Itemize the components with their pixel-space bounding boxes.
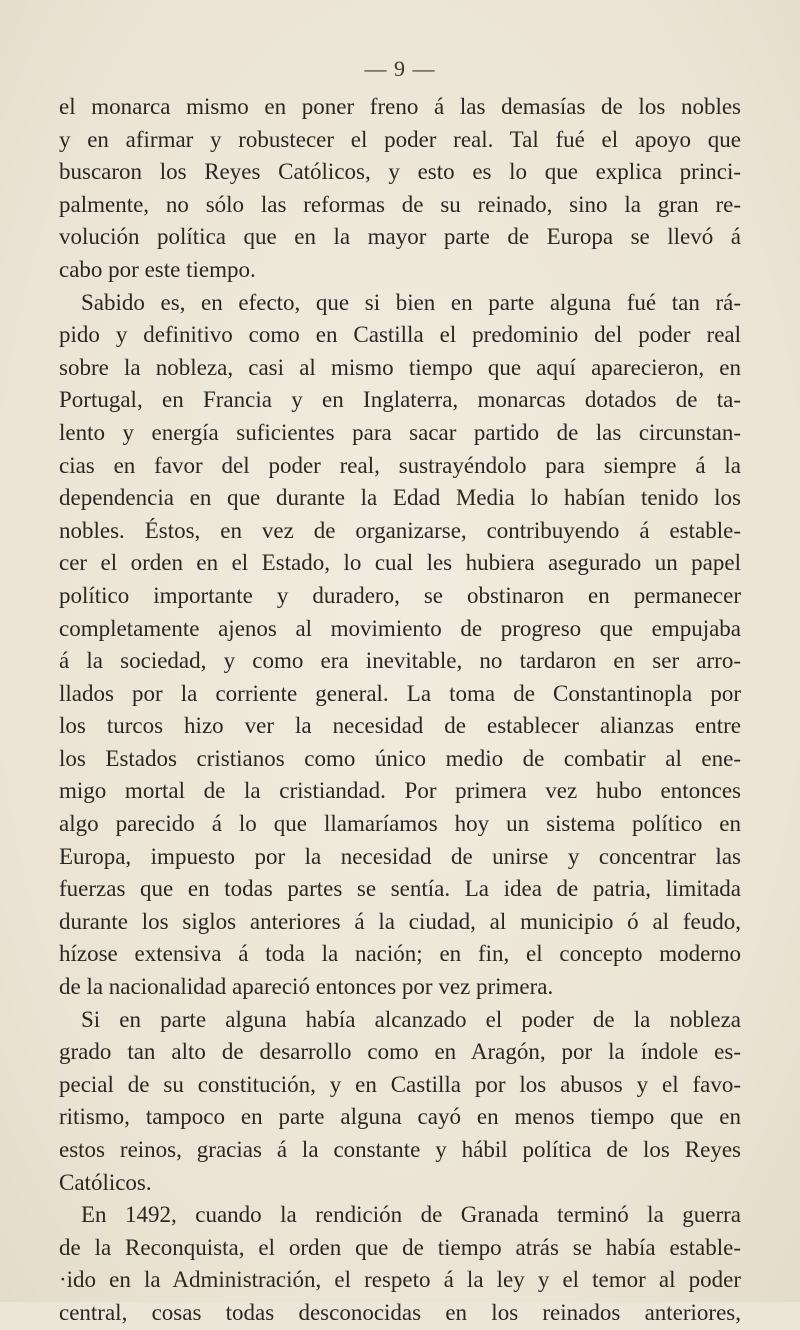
text-line: palmente, no sólo las reformas de su reinado, sino la gran re- [59, 191, 741, 217]
text-line: pecial de su constitución, y en Castilla por los abusos y el favo- [59, 1071, 741, 1097]
text-line: el monarca mismo en poner freno á las demasías de los nobles [59, 94, 741, 119]
text-line: cias en favor del poder real, sustrayéndolo para siempre á la [59, 452, 741, 478]
text-line: Si en parte alguna había alcanzado el poder de la nobleza [81, 1006, 741, 1032]
text-line: durante los siglos anteriores á la ciudad, al municipio ó al feudo, [59, 908, 741, 934]
body-text [59, 91, 741, 1330]
text-line: político importante y duradero, se obstinaron en permanecer [59, 582, 741, 608]
text-line: estos reinos, gracias á la constante y hábil política de los Reyes [59, 1137, 741, 1162]
text-line: á la sociedad, y como era inevitable, no tardaron en ser arro- [59, 648, 741, 674]
text-line: fuerzas que en todas partes se sentía. La idea de patria, limitada [59, 876, 741, 902]
text-line: Europa, impuesto por la necesidad de unirse y concentrar las [59, 843, 741, 869]
text-line: central, cosas todas desconocidas en los reinados anteriores, [59, 1299, 741, 1325]
text-line: dependencia en que durante la Edad Media lo habían tenido los [59, 485, 741, 511]
text-line: Católicos. [59, 1169, 152, 1195]
text-line: pido y definitivo como en Castilla el predominio del poder real [59, 322, 741, 348]
text-line: nobles. Éstos, en vez de organizarse, contribuyendo á estable- [59, 517, 741, 543]
text-line: los turcos hizo ver la necesidad de establecer alianzas entre [59, 713, 741, 739]
text-line: cer el orden en el Estado, lo cual les hubiera asegurado un papel [59, 550, 741, 576]
text-line: cabo por este tiempo. [59, 256, 256, 282]
text-line: los Estados cristianos como único medio de combatir al ene- [59, 745, 741, 771]
text-line: llados por la corriente general. La toma de Constantinopla por [59, 680, 741, 706]
text-line: y en afirmar y robustecer el poder real. Tal fué el apoyo que [59, 126, 741, 152]
text-line: buscaron los Reyes Católicos, y esto es lo que explica princi- [59, 159, 741, 185]
text-line: ritismo, tampoco en parte alguna cayó en menos tiempo que en [59, 1104, 741, 1130]
text-line: completamente ajenos al movimiento de progreso que empujaba [59, 615, 741, 641]
text-line: de la nacionalidad apareció entonces por vez primera. [59, 974, 554, 1000]
text-line: ·ido en la Administración, el respeto á la ley y el temor al poder [59, 1267, 741, 1293]
text-line: migo mortal de la cristiandad. Por primera vez hubo entonces [59, 778, 741, 804]
text-line: grado tan alto de desarrollo como en Aragón, por la índole es- [59, 1039, 741, 1065]
page-number: — 9 — [364, 56, 436, 81]
text-line: volución política que en la mayor parte de Europa se llevó á [59, 224, 741, 250]
text-line: lento y energía suficientes para sacar partido de las circunstan- [59, 419, 741, 445]
text-line: sobre la nobleza, casi al mismo tiempo que aquí aparecieron, en [59, 354, 741, 380]
text-line: de la Reconquista, el orden que de tiempo atrás se había estable- [59, 1234, 741, 1260]
text-line: hízose extensiva á toda la nación; en fin, el concepto moderno [59, 941, 741, 967]
text-line: Sabido es, en efecto, que si bien en parte alguna fué tan rá- [81, 289, 741, 315]
text-line: Portugal, en Francia y en Inglaterra, monarcas dotados de ta- [59, 387, 741, 413]
text-line: En 1492, cuando la rendición de Granada terminó la guerra [81, 1202, 741, 1228]
text-line: algo parecido á lo que llamaríamos hoy un sistema político en [59, 811, 741, 837]
